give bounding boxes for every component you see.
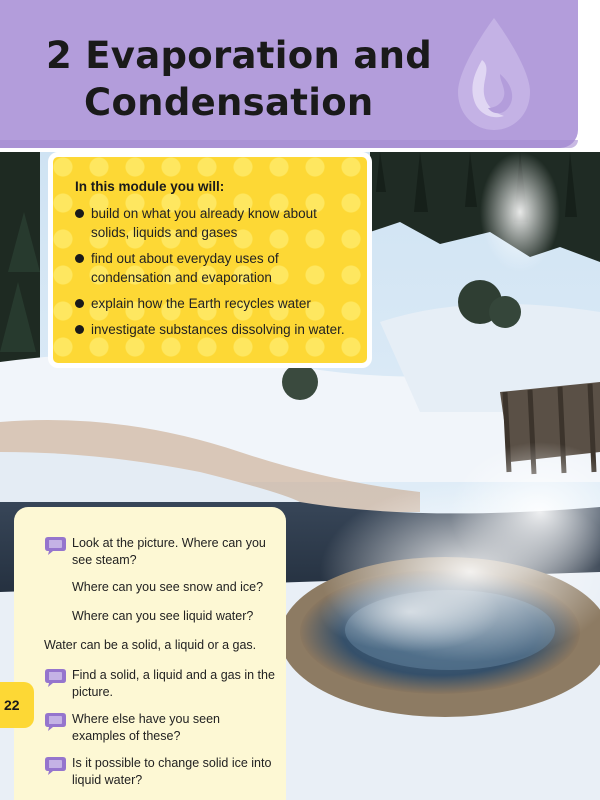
module-objectives-box xyxy=(48,152,372,368)
question-1 xyxy=(44,535,276,569)
speech-bubble-icon xyxy=(44,536,67,556)
objective-text: build on what you already know about solids, liquids and gases xyxy=(91,206,317,240)
question-1-sub-1: Where can you see snow and ice? xyxy=(72,580,264,594)
module-heading: In this module you will: xyxy=(75,179,225,194)
question-text: Is it possible to change solid ice into liquid water? xyxy=(72,756,272,787)
objective-text: find out about everyday uses of condensation and evaporation xyxy=(91,251,279,285)
objective-text: explain how the Earth recycles water xyxy=(91,296,311,311)
bullet-icon xyxy=(75,325,84,334)
objective-text: investigate substances dissolving in water. xyxy=(91,322,345,337)
list-item xyxy=(75,294,353,313)
speech-bubble-icon xyxy=(44,668,67,688)
objectives-list xyxy=(75,204,353,339)
list-item xyxy=(75,249,353,287)
question-4 xyxy=(44,755,276,789)
discussion-questions-panel xyxy=(14,507,286,800)
speech-bubble-icon xyxy=(44,756,67,776)
bullet-icon xyxy=(75,299,84,308)
bullet-icon xyxy=(75,254,84,263)
question-2 xyxy=(44,667,276,701)
module-header xyxy=(0,0,578,148)
page-number: 22 xyxy=(4,697,20,713)
question-3 xyxy=(44,711,276,745)
list-item xyxy=(75,320,353,339)
list-item xyxy=(75,204,353,242)
page-number-tab xyxy=(0,682,34,728)
bullet-icon xyxy=(75,209,84,218)
question-1-sub-2: Where can you see liquid water? xyxy=(72,609,254,623)
question-text: Find a solid, a liquid and a gas in the picture. xyxy=(72,668,275,699)
speech-bubble-icon xyxy=(44,712,67,732)
page-title xyxy=(46,32,466,126)
water-drop-icon xyxy=(452,14,536,134)
question-text: Look at the picture. Where can you see steam? xyxy=(72,536,266,567)
question-text: Where else have you seen examples of these? xyxy=(72,712,221,743)
title-line-1: 2 Evaporation and xyxy=(46,34,433,77)
statement-text: Water can be a solid, a liquid or a gas. xyxy=(44,638,257,652)
title-line-2: Condensation xyxy=(84,81,374,124)
